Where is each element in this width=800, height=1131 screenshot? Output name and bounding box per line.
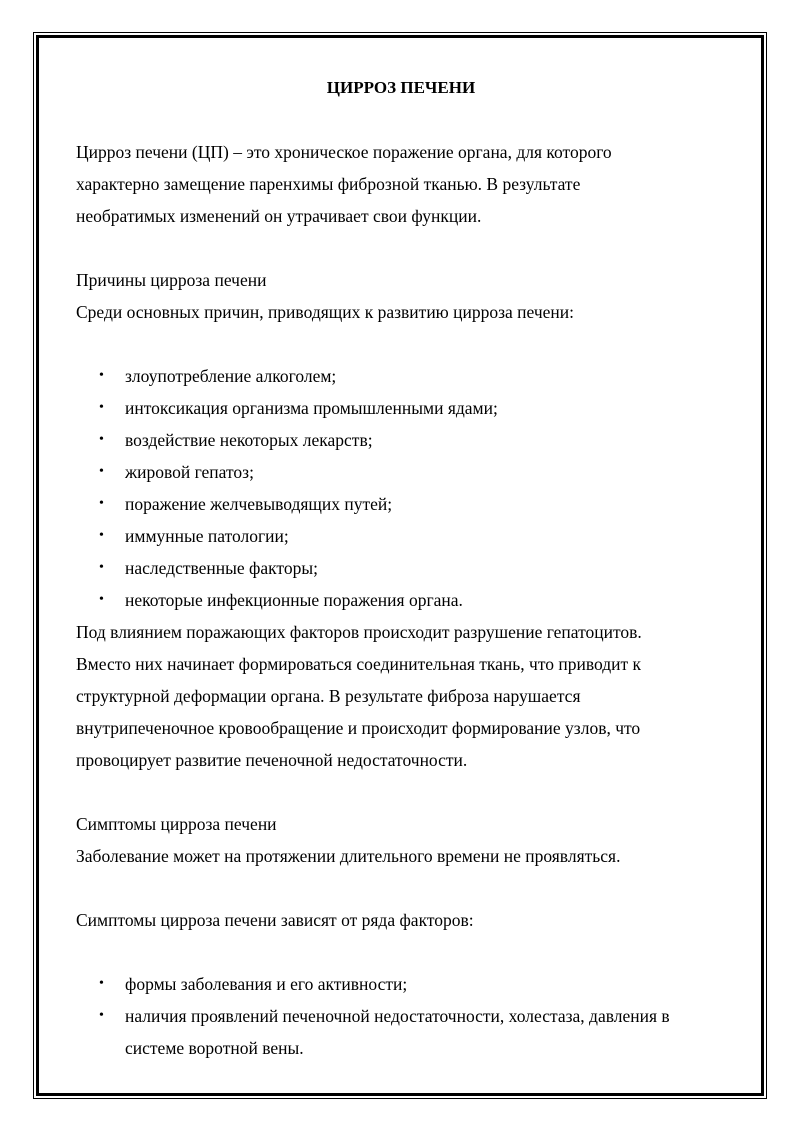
symptoms-heading: Симптомы цирроза печени — [76, 814, 277, 834]
bullet-icon: • — [99, 528, 104, 543]
list-item: • формы заболевания и его активности; — [76, 968, 726, 1000]
paragraph-line: структурной деформации органа. В результате фиброза нарушается — [76, 686, 581, 706]
list-item: • поражение желчевыводящих путей; — [76, 488, 726, 520]
paragraph-line: Вместо них начинает формироваться соединительная ткань, что приводит к — [76, 654, 642, 674]
intro-paragraph — [76, 136, 726, 232]
paragraph-line: внутрипеченочное кровообращение и происходит формирование узлов, что — [76, 718, 641, 738]
bullet-icon: • — [99, 400, 104, 415]
bullet-icon: • — [99, 560, 104, 575]
symptoms-factors-list — [76, 968, 726, 1064]
bullet-icon: • — [99, 976, 104, 991]
list-item: • наличия проявлений печеночной недостаточности, холестаза, давления в системе воротной вены. — [76, 1000, 726, 1064]
bullet-icon: • — [99, 496, 104, 511]
list-item: • интоксикация организма промышленными ядами; — [76, 392, 726, 424]
intro-line: необратимых изменений он утрачивает свои функции. — [76, 206, 482, 226]
bullet-icon: • — [99, 368, 104, 383]
list-item: • жировой гепатоз; — [76, 456, 726, 488]
intro-line: характерно замещение паренхимы фиброзной тканью. В результате — [76, 174, 581, 194]
list-item: • воздействие некоторых лекарств; — [76, 424, 726, 456]
document-body — [76, 72, 726, 1064]
bullet-icon: • — [99, 432, 104, 447]
document-title: ЦИРРОЗ ПЕЧЕНИ — [326, 78, 476, 97]
bullet-icon: • — [99, 1008, 104, 1023]
causes-lead: Среди основных причин, приводящих к развитию цирроза печени: — [76, 302, 575, 322]
list-item: • иммунные патологии; — [76, 520, 726, 552]
list-item: • наследственные факторы; — [76, 552, 726, 584]
bullet-icon: • — [99, 592, 104, 607]
symptoms-lead: Заболевание может на протяжении длительного времени не проявляться. — [76, 846, 621, 866]
list-item: • злоупотребление алкоголем; — [76, 360, 726, 392]
causes-explanation-paragraph — [76, 616, 726, 776]
bullet-icon: • — [99, 464, 104, 479]
causes-heading: Причины цирроза печени — [76, 270, 267, 290]
intro-line: Цирроз печени (ЦП) – это хроническое поражение органа, для которого — [76, 142, 612, 162]
causes-list — [76, 360, 726, 616]
symptoms-factors-lead: Симптомы цирроза печени зависят от ряда факторов: — [76, 910, 474, 930]
list-item: • некоторые инфекционные поражения органа. — [76, 584, 726, 616]
paragraph-line: Под влиянием поражающих факторов происходит разрушение гепатоцитов. — [76, 622, 642, 642]
paragraph-line: провоцирует развитие печеночной недостаточности. — [76, 750, 468, 770]
